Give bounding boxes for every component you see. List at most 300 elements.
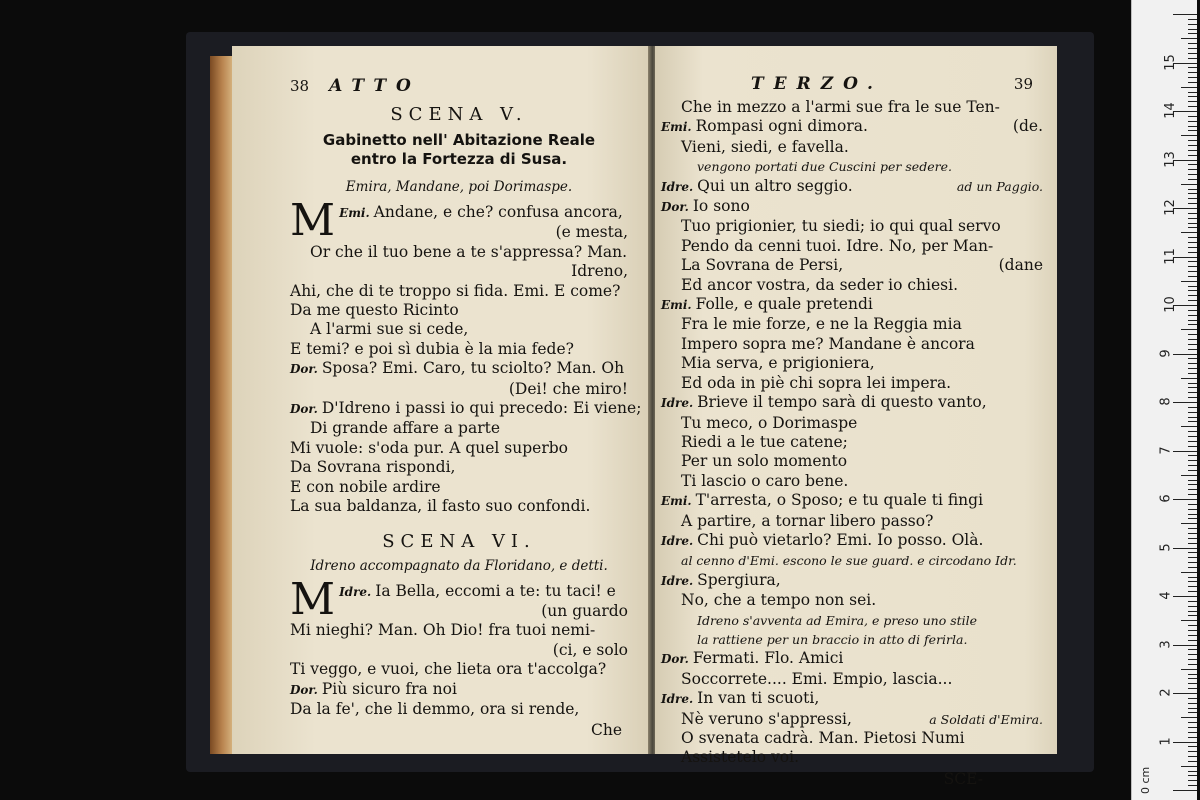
text-line [290, 262, 628, 281]
line-text: La sua baldanza, il fasto suo confondi. [290, 497, 591, 516]
ruler-tick [1188, 300, 1197, 301]
text-line [661, 551, 1043, 570]
line-text: Mi nieghi? Man. Oh Dio! fra tuoi nemi- [290, 621, 596, 640]
ruler-tick [1173, 499, 1197, 500]
ruler-tick [1188, 528, 1197, 529]
ruler-tick [1188, 538, 1197, 539]
line-text: (un guardo [541, 601, 628, 620]
text-line [661, 512, 1043, 531]
ruler-tick [1188, 465, 1197, 466]
text-line [290, 282, 628, 301]
line-text: vengono portati due Cuscini per sedere. [697, 159, 952, 175]
ruler-tick [1188, 494, 1197, 495]
ruler-tick [1188, 223, 1197, 224]
ruler-tick [1181, 184, 1197, 185]
line-text: Più sicuro fra noi [321, 679, 457, 698]
drop-cap: M [290, 573, 336, 625]
text-line [661, 414, 1043, 433]
ruler-tick [1188, 504, 1197, 505]
line-text: Folle, e quale pretendi [695, 295, 873, 314]
ruler-tick [1181, 87, 1197, 88]
ruler-tick [1188, 397, 1197, 398]
line-text: T'arresta, o Sposo; e tu quale ti fingi [695, 491, 984, 510]
ruler-tick [1188, 101, 1197, 102]
ruler-tick [1188, 358, 1197, 359]
ruler-number: 14 [1162, 102, 1178, 119]
text-line [661, 335, 1043, 354]
ruler-tick [1188, 683, 1197, 684]
ruler-tick [1173, 354, 1197, 355]
ruler-tick [1173, 402, 1197, 403]
line-text: Da me questo Ricinto [290, 301, 459, 320]
text-line [290, 399, 642, 419]
text-line [661, 138, 1043, 157]
text-line [661, 197, 1043, 217]
ruler-number: 10 [1162, 296, 1178, 313]
speaker-label: Idre. [339, 584, 372, 599]
page-edges [210, 56, 232, 754]
ruler-tick [1188, 732, 1197, 733]
line-text: Per un solo momento [681, 452, 848, 471]
ruler-tick [1173, 790, 1197, 791]
ruler-tick [1188, 460, 1197, 461]
text-line [661, 295, 1043, 315]
ruler-tick [1188, 761, 1197, 762]
line-text: (Dei! che miro! [508, 379, 628, 398]
ruler-tick [1181, 717, 1197, 718]
setting-line: Gabinetto nell' Abitazione Reale [322, 131, 596, 149]
text-line [290, 439, 628, 458]
speaker-label: Idre. [661, 692, 694, 707]
page-number-right: 39 [1013, 75, 1033, 93]
speaker-label: Dor. [290, 402, 318, 417]
ruler-tick [1188, 480, 1197, 481]
ruler-number: 8 [1158, 397, 1174, 406]
line-text: O svenata cadrà. Man. Pietosi Numi [681, 729, 965, 747]
ruler-tick [1188, 698, 1197, 699]
ruler-tick [1188, 712, 1197, 713]
line-tail: (de. [1012, 117, 1043, 136]
line-text: E con nobile ardire [290, 477, 441, 496]
ruler-tick [1188, 441, 1197, 442]
ruler-tick [1188, 601, 1197, 602]
line-text: Andane, e che? confusa ancora, [373, 203, 623, 221]
ruler-tick [1188, 611, 1197, 612]
ruler-tick [1188, 252, 1197, 253]
ruler-tick [1188, 174, 1197, 175]
line-text: Nè veruno s'appressi, [681, 709, 852, 728]
ruler-number: 13 [1162, 150, 1178, 168]
dialogue-block [290, 573, 628, 720]
ruler-unit-label: 0 cm [1139, 766, 1152, 794]
speaker-label: Dor. [661, 200, 689, 215]
text-line [661, 177, 1043, 197]
ruler-number: 3 [1158, 639, 1174, 649]
ruler-tick [1188, 581, 1197, 582]
ruler-tick [1188, 649, 1197, 650]
line-text: E temi? e poi sì dubia è la mia fede? [290, 339, 574, 358]
ruler-tick [1181, 329, 1197, 330]
ruler-tick [1188, 446, 1197, 447]
ruler-tick [1188, 407, 1197, 408]
line-text: Ed ancor vostra, da seder io chiesi. [681, 275, 959, 294]
text-line [661, 276, 1043, 295]
ruler-tick [1188, 261, 1197, 262]
line-text: Idreno s'avventa ad Emira, e preso uno stile [697, 612, 978, 628]
ruler-tick [1173, 451, 1197, 452]
text-line [661, 571, 1043, 591]
ruler-tick [1188, 33, 1197, 34]
ruler-tick [1188, 737, 1197, 738]
text-line [661, 237, 1043, 256]
ruler-tick [1188, 654, 1197, 655]
page-number-left: 38 [290, 77, 310, 95]
text-line [661, 649, 1043, 669]
line-text: Chi può vietarlo? Emi. Io posso. Olà. [697, 530, 984, 549]
line-text: Ti veggo, e vuoi, che lieta ora t'accolga? [290, 660, 607, 679]
ruler-tick [1173, 742, 1197, 743]
text-line [290, 223, 628, 242]
text-line [661, 491, 1043, 511]
scene-title: SCENA VI. [382, 530, 536, 552]
ruler-number: 7 [1158, 445, 1174, 455]
line-text: La Sovrana de Persi, [681, 256, 844, 275]
ruler-tick [1181, 523, 1197, 524]
text-line [290, 320, 628, 339]
ruler-tick [1188, 290, 1197, 291]
ruler-tick [1173, 548, 1197, 549]
text-line [290, 380, 628, 399]
ruler-tick [1188, 567, 1197, 568]
ruler-tick [1188, 421, 1197, 422]
ruler-tick [1188, 145, 1197, 146]
line-text: Brieve il tempo sarà di questo vanto, [697, 393, 987, 412]
ruler-tick [1181, 38, 1197, 39]
line-text: Tu meco, o Dorimaspe [681, 413, 858, 432]
ruler-tick [1188, 417, 1197, 418]
ruler-tick [1188, 271, 1197, 272]
ruler-tick [1188, 746, 1197, 747]
ruler-tick [1188, 562, 1197, 563]
right-page [655, 46, 1057, 788]
ruler-tick [1188, 324, 1197, 325]
line-text: Da la fe', che li demmo, ora si rende, [290, 699, 580, 718]
ruler-tick [1188, 659, 1197, 660]
ruler-tick [1188, 67, 1197, 68]
ruler-tick [1188, 198, 1197, 199]
line-tail: ad un Paggio. [956, 178, 1043, 194]
text-line [290, 301, 628, 320]
text-line [661, 729, 1043, 748]
text-line [661, 354, 1043, 373]
line-text: No, che a tempo non sei. [681, 591, 877, 610]
line-text: D'Idreno i passi io qui precedo: Ei viene; [321, 399, 642, 418]
ruler-tick [1188, 82, 1197, 83]
speaker-label: Idre. [661, 573, 694, 588]
text-line [661, 117, 1043, 137]
line-text: Mia serva, e prigioniera, [681, 354, 875, 373]
ruler-number: 1 [1158, 736, 1174, 746]
ruler-tick [1188, 625, 1197, 626]
ruler-tick [1188, 29, 1197, 30]
ruler-tick [1188, 19, 1197, 20]
ruler-tick [1188, 189, 1197, 190]
ruler-tick [1188, 96, 1197, 97]
text-line [661, 452, 1043, 471]
ruler-tick [1188, 349, 1197, 350]
ruler-tick [1188, 455, 1197, 456]
ruler-tick [1188, 363, 1197, 364]
ruler-tick [1188, 179, 1197, 180]
ruler-tick [1188, 155, 1197, 156]
scene-setting [290, 131, 628, 169]
ruler-tick [1181, 766, 1197, 767]
line-text: Rompasi ogni dimora. [695, 117, 868, 136]
ruler-tick [1188, 203, 1197, 204]
line-text: In van ti scuoti, [697, 689, 820, 708]
line-tail: a Soldati d'Emira. [929, 711, 1043, 727]
scene-title: SCENA V. [390, 104, 528, 125]
text-line [290, 641, 628, 660]
ruler-tick [1188, 756, 1197, 757]
text-line [661, 591, 1043, 610]
ruler-tick [1188, 543, 1197, 544]
text-line [290, 497, 628, 516]
dialogue-block [290, 195, 642, 517]
text-line [661, 315, 1043, 334]
running-head-right: TERZO. [751, 74, 883, 94]
cast-line: Idreno accompagnato da Floridano, e detti. [310, 557, 608, 574]
ruler-tick [1188, 43, 1197, 44]
ruler-tick [1188, 552, 1197, 553]
line-text: Tuo prigionier, tu siedi; io qui qual servo [681, 217, 1001, 236]
line-text: Pendo da cenni tuoi. Idre. No, per Man- [681, 236, 994, 255]
ruler-tick [1188, 276, 1197, 277]
text-line [661, 374, 1043, 393]
ruler-tick [1188, 169, 1197, 170]
ruler-tick [1188, 484, 1197, 485]
ruler-number: 12 [1162, 199, 1178, 216]
text-line [290, 602, 628, 621]
ruler-tick [1188, 775, 1197, 776]
ruler-number: 6 [1158, 494, 1174, 503]
ruler-tick [1188, 126, 1197, 127]
ruler-tick [1188, 630, 1197, 631]
line-text: Spergiura, [697, 570, 781, 589]
ruler-tick [1188, 266, 1197, 267]
line-text: Sposa? Emi. Caro, tu sciolto? Man. Oh [321, 359, 625, 378]
line-tail: (dane [998, 256, 1043, 275]
text-line [661, 710, 1043, 729]
ruler-tick [1188, 310, 1197, 311]
line-text: Di grande affare a parte [310, 419, 501, 438]
ruler-tick [1188, 320, 1197, 321]
speaker-label: Dor. [661, 652, 689, 667]
text-line [661, 472, 1043, 491]
text-line [661, 433, 1043, 452]
ruler-tick [1188, 489, 1197, 490]
ruler-tick [1188, 664, 1197, 665]
ruler-tick [1188, 373, 1197, 374]
ruler-tick [1188, 295, 1197, 296]
text-line [661, 748, 1043, 767]
ruler-tick [1188, 678, 1197, 679]
ruler-tick [1188, 771, 1197, 772]
line-text: A partire, a tornar libero passo? [681, 511, 934, 530]
ruler-tick [1188, 344, 1197, 345]
speaker-label: Emi. [661, 298, 692, 313]
text-line [290, 458, 628, 477]
ruler-tick [1188, 509, 1197, 510]
ruler-number: 9 [1158, 348, 1174, 358]
text-line [661, 611, 1043, 630]
text-line [290, 700, 628, 719]
ruler-tick [1188, 58, 1197, 59]
speaker-label: Idre. [661, 533, 694, 548]
ruler-tick [1188, 412, 1197, 413]
text-line [661, 98, 1043, 117]
left-header [290, 76, 628, 96]
ruler-number: 4 [1158, 591, 1174, 600]
ruler-tick [1188, 586, 1197, 587]
line-text: Impero sopra me? Mandane è ancora [681, 334, 975, 353]
text-line [290, 660, 628, 679]
ruler-tick [1188, 392, 1197, 393]
text-line [290, 478, 628, 497]
ruler-tick [1188, 237, 1197, 238]
ruler-tick [1188, 518, 1197, 519]
ruler-tick [1188, 368, 1197, 369]
ruler-tick [1188, 722, 1197, 723]
ruler-tick [1188, 164, 1197, 165]
ruler-tick [1188, 751, 1197, 752]
ruler-tick [1188, 514, 1197, 515]
line-text: Riedi a le tue catene; [681, 432, 848, 451]
text-line [290, 680, 628, 700]
line-text: Qui un altro seggio. [697, 176, 853, 195]
line-text: Or che il tuo bene a te s'appressa? Man. [310, 242, 628, 261]
ruler-tick [1181, 135, 1197, 136]
dialogue-block [661, 98, 1043, 768]
ruler-tick [1188, 383, 1197, 384]
line-text: Soccorrete.... Emi. Empio, lascia... [681, 669, 953, 688]
line-text: Da Sovrana rispondi, [290, 458, 456, 477]
ruler-tick [1188, 727, 1197, 728]
speaker-label: Idre. [661, 179, 694, 194]
ruler-tick [1173, 596, 1197, 597]
text-line [290, 243, 628, 262]
text-line [661, 157, 1043, 176]
ruler-tick [1188, 785, 1197, 786]
text-line [661, 630, 1043, 649]
ruler-tick [1188, 130, 1197, 131]
ruler-tick [1188, 92, 1197, 93]
ruler-tick [1188, 688, 1197, 689]
ruler-tick [1188, 150, 1197, 151]
ruler-tick [1173, 14, 1197, 15]
ruler-tick [1188, 606, 1197, 607]
ruler-tick [1181, 669, 1197, 670]
ruler-tick [1188, 48, 1197, 49]
line-text: Ed oda in piè chi sopra lei impera. [681, 373, 952, 392]
ruler-tick [1181, 232, 1197, 233]
ruler-tick [1188, 53, 1197, 54]
ruler-tick [1188, 106, 1197, 107]
cast-line: Emira, Mandane, poi Dorimaspe. [345, 179, 573, 195]
line-text: Fra le mie forze, e ne la Reggia mia [681, 315, 962, 334]
line-text: Mi vuole: s'oda pur. A quel superbo [290, 438, 568, 457]
text-line [290, 419, 628, 438]
text-line [661, 689, 1043, 709]
line-text: Assistetelo voi. [681, 748, 800, 767]
speaker-label: Emi. [661, 120, 692, 135]
running-head-left: ATTO [329, 76, 421, 96]
ruler-tick [1188, 227, 1197, 228]
ruler-tick [1188, 242, 1197, 243]
right-header [661, 74, 1043, 94]
line-text: Che in mezzo a l'armi sue fra le sue Ten- [681, 98, 1000, 116]
ruler-tick [1188, 436, 1197, 437]
ruler-tick [1173, 693, 1197, 694]
ruler-tick [1188, 247, 1197, 248]
drop-cap: M [290, 195, 336, 246]
line-text: (ci, e solo [552, 640, 628, 659]
ruler-tick [1188, 577, 1197, 578]
ruler-tick [1181, 378, 1197, 379]
line-text: la rattiene per un braccio in atto di ferirla. [697, 631, 968, 647]
ruler-tick [1188, 24, 1197, 25]
ruler-tick [1188, 116, 1197, 117]
ruler-tick [1188, 615, 1197, 616]
measurement-ruler [1131, 0, 1197, 800]
text-line [661, 393, 1043, 413]
line-text: al cenno d'Emi. escono le sue guard. e circodano Idr. [681, 553, 1017, 569]
ruler-tick [1188, 470, 1197, 471]
line-text: Idreno, [571, 262, 628, 281]
line-text: Ia Bella, eccomi a te: tu taci! e [375, 581, 616, 600]
ruler-tick [1188, 703, 1197, 704]
setting-line: entro la Fortezza di Susa. [350, 150, 568, 168]
ruler-tick [1188, 213, 1197, 214]
ruler-tick [1188, 640, 1197, 641]
line-text: A l'armi sue si cede, [310, 320, 469, 339]
ruler-tick [1188, 72, 1197, 73]
ruler-tick [1188, 674, 1197, 675]
speaker-label: Emi. [661, 494, 692, 509]
line-text: Fermati. Flo. Amici [692, 649, 844, 668]
line-text: Io sono [692, 197, 750, 216]
ruler-tick [1188, 77, 1197, 78]
text-line [661, 531, 1043, 551]
ruler-number: 11 [1162, 247, 1178, 265]
line-text: Ti lascio o caro bene. [681, 471, 849, 490]
ruler-tick [1181, 281, 1197, 282]
ruler-tick [1188, 218, 1197, 219]
line-text: Ahi, che di te troppo si fida. Emi. E come? [290, 281, 621, 300]
catchword: Che [590, 721, 622, 740]
ruler-tick [1173, 645, 1197, 646]
speaker-label: Dor. [290, 362, 318, 377]
ruler-tick [1188, 635, 1197, 636]
ruler-number: 5 [1158, 542, 1174, 552]
ruler-tick [1188, 557, 1197, 558]
left-page [232, 46, 650, 754]
ruler-tick [1188, 193, 1197, 194]
speaker-label: Idre. [661, 396, 694, 411]
ruler-tick [1188, 140, 1197, 141]
text-line [290, 359, 628, 379]
ruler-tick [1188, 431, 1197, 432]
